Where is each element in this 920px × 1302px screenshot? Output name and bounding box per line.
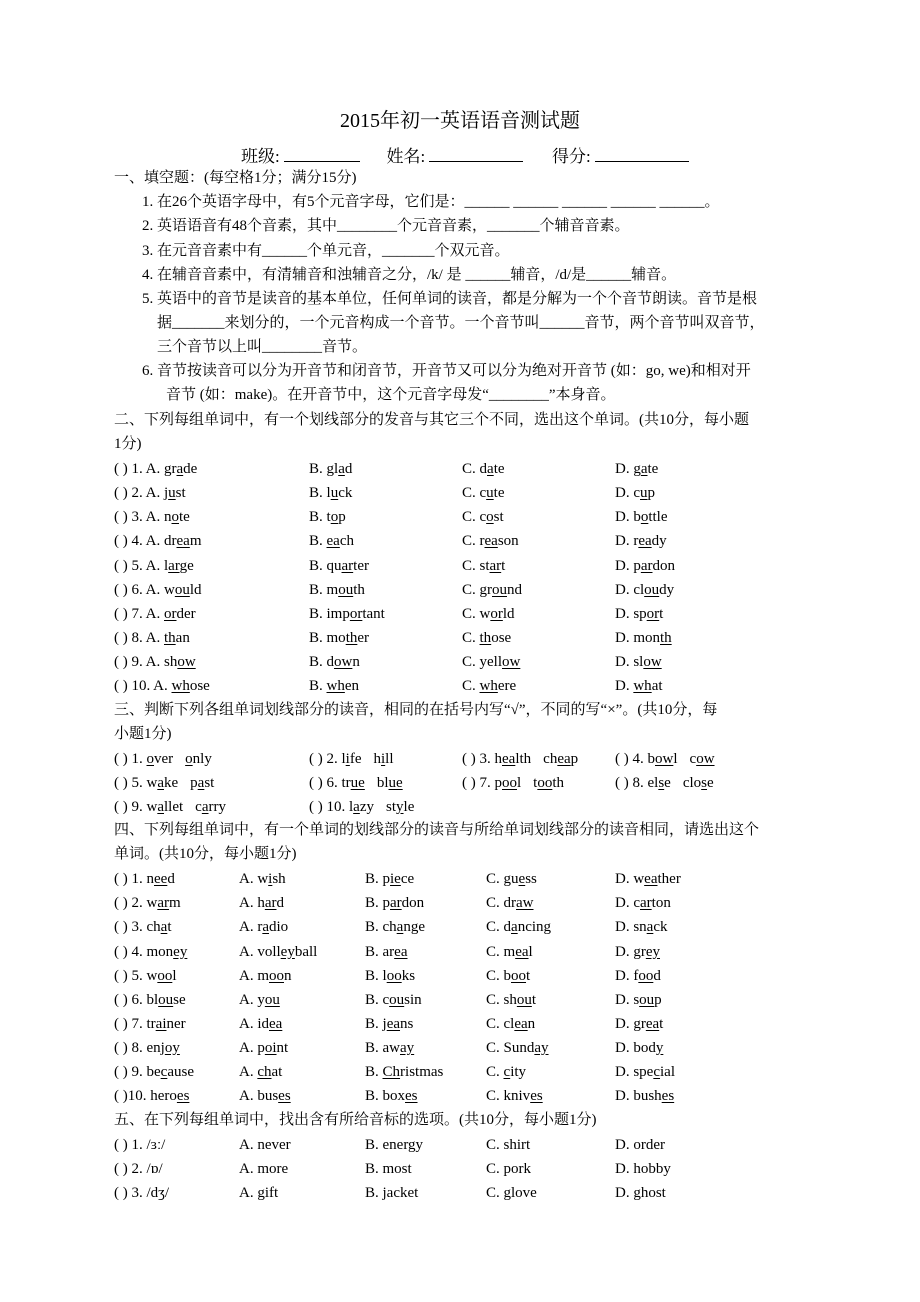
underlined-part: or [646,606,660,622]
underlined-part: ar [264,895,277,911]
underlined-part: ow [655,751,674,767]
option-d: D. grey [615,944,660,960]
word-2: style [386,799,415,815]
part2-heading-line1: 二、下列每组单词中，有一个划线部分的发音与其它三个不同，选出这个单词。(共10分，每小题 [114,412,749,428]
underlined-part: ow [502,654,521,670]
question-row [114,506,874,528]
option-c: C. date [462,461,505,477]
option-b: B. boxes [365,1088,418,1104]
option-c: C. Sunday [486,1040,549,1056]
option-b: B. piece [365,871,415,887]
underlined-part: a [157,799,164,815]
question-word: ( ) 6. blouse [114,992,186,1008]
option-a: A. wish [239,871,286,887]
student-info-line [241,142,689,167]
underlined-part: a [262,919,269,935]
underlined-part: a [201,799,209,815]
underlined-part: a [338,461,345,477]
part2-heading-line2: 1分) [114,436,142,452]
word-2: only [185,751,212,767]
option-d: D. special [615,1064,675,1080]
option-a: ( ) 9. A. show [114,654,196,670]
part1-q6-line1: 6. 音节按读音可以分为开音节和闭音节，开音节又可以分为绝对开音节 (如：go, we)和相对开 [142,363,751,379]
underlined-part: c [160,1064,168,1080]
option-c: C. city [486,1064,527,1080]
underlined-part: ea [386,1016,401,1032]
option-c: C. draw [486,895,534,911]
underlined-part: ea [515,944,529,960]
word-2: past [190,775,215,791]
question-phonetic: ( ) 3. /dʒ/ [114,1185,169,1201]
underlined-part: ay [534,1040,549,1056]
underlined-part: ou [492,582,507,598]
word-1: ( ) 2. life [309,751,362,767]
option-b: B. top [309,509,346,525]
underlined-part: ea [514,1016,528,1032]
option-d: D. what [615,678,663,694]
option-d: D. food [615,968,661,984]
underlined-part: oi [264,1040,277,1056]
option-d: D. snack [615,919,668,935]
part1-q4: 4. 在辅音音素中，有清辅音和浊辅音之分，/k/ 是 ______辅音，/d/是______辅音。 [142,267,677,283]
option-d: D. soup [615,992,662,1008]
option-a: A. more [239,1161,289,1177]
question-row [114,868,874,890]
option-d: D. cloudy [615,582,675,598]
judge-item [462,772,564,794]
option-a: ( ) 2. A. just [114,485,186,501]
judge-item [462,748,578,770]
judge-item [114,796,226,818]
name-label: 姓名: [386,147,426,166]
question-row [114,772,874,794]
underlined-part: ea [326,533,340,549]
underlined-part: ie [390,871,401,887]
option-b: B. Christmas [365,1064,444,1080]
option-c: C. pork [486,1161,531,1177]
underlined-part: oo [638,968,654,984]
underlined-part: or [164,606,177,622]
name-field[interactable] [429,145,523,162]
option-c: C. shout [486,992,537,1008]
underlined-part: wh [326,678,345,694]
option-b: B. jacket [365,1185,419,1201]
question-row [114,627,874,649]
word-2: cheap [543,751,579,767]
class-field[interactable] [284,145,360,162]
underlined-part: ou [516,992,532,1008]
word-2: carry [195,799,227,815]
underlined-part: ea [176,533,190,549]
underlined-part: ea [644,871,658,887]
option-b: B. most [365,1161,412,1177]
option-d: D. pardon [615,558,675,574]
option-c: C. dancing [486,919,552,935]
option-b: B. area [365,944,408,960]
judge-item [309,748,394,770]
question-row [114,579,874,601]
underlined-part: o [185,751,193,767]
option-a: ( ) 3. A. note [114,509,190,525]
underlined-part: ou [264,992,280,1008]
question-row [114,1134,874,1156]
underlined-part: ea [394,944,408,960]
underlined-part: ea [269,1016,283,1032]
underlined-part: th [479,630,492,646]
question-word: ( ) 3. chat [114,919,172,935]
word-2: blue [376,775,403,791]
option-c: C. glove [486,1185,537,1201]
underlined-part: o [330,509,339,525]
underlined-part: es [530,1088,543,1104]
question-row [114,603,874,625]
option-a: A. idea [239,1016,283,1032]
option-a: A. point [239,1040,289,1056]
option-a: A. moon [239,968,292,984]
underlined-part: o [640,509,649,525]
underlined-part: th [164,630,176,646]
underlined-part: ou [338,582,354,598]
underlined-part: a [157,775,164,791]
question-row [114,1013,874,1035]
underlined-part: u [486,485,494,501]
score-field[interactable] [595,145,689,162]
option-c: C. clean [486,1016,536,1032]
option-a: A. volleyball [239,944,318,960]
question-row [114,530,874,552]
question-row [114,458,874,480]
underlined-part: s [658,775,665,791]
option-c: C. reason [462,533,519,549]
option-c: C. guess [486,871,537,887]
question-word: ( ) 9. because [114,1064,194,1080]
underlined-part: a [176,461,184,477]
underlined-part: a [396,919,404,935]
underlined-part: ou [639,992,655,1008]
judge-item [309,772,403,794]
question-row [114,1037,874,1059]
underlined-part: oo [502,775,517,791]
judge-item [615,772,714,794]
question-phonetic: ( ) 1. /ɜː/ [114,1137,166,1153]
underlined-part: wh [171,678,190,694]
underlined-part: a [511,919,518,935]
underlined-part: es [661,1088,675,1104]
option-a: A. buses [239,1088,291,1104]
option-a: A. hard [239,895,284,911]
option-c: C. cost [462,509,504,525]
word-1: ( ) 8. else [615,775,671,791]
underlined-part: ue [388,775,403,791]
underlined-part: ar [390,895,402,911]
option-a: A. gift [239,1185,279,1201]
option-d: D. ghost [615,1185,666,1201]
option-d: D. bottle [615,509,668,525]
question-word: ( ) 8. enjoy [114,1040,180,1056]
underlined-part: th [660,630,672,646]
underlined-part: oo [511,968,527,984]
option-b: B. luck [309,485,353,501]
option-b: B. looks [365,968,416,984]
underlined-part: wh [479,678,498,694]
option-d: D. month [615,630,672,646]
part1-q1: 1. 在26个英语字母中，有5个元音字母，它们是：______ ______ ______ ______ ______。 [142,194,720,210]
option-a: ( ) 5. A. large [114,558,194,574]
option-a: ( ) 6. A. would [114,582,202,598]
option-a: ( ) 4. A. dream [114,533,202,549]
question-row [114,1061,874,1083]
option-b: B. when [309,678,360,694]
word-1: ( ) 4. bowl [615,751,678,767]
question-word: ( )10. heroes [114,1088,190,1104]
underlined-part: y [396,799,404,815]
underlined-part: ea [502,751,516,767]
option-d: D. carton [615,895,671,911]
underlined-part: or [490,606,503,622]
question-row [114,941,874,963]
option-d: D. sport [615,606,664,622]
option-a: ( ) 10. A. whose [114,678,210,694]
option-b: B. mother [309,630,370,646]
part1-heading: 一、填空题：(每空格1分；满分15分) [114,170,357,186]
option-d: D. slow [615,654,662,670]
question-row [114,796,874,818]
underlined-part: ay [400,1040,415,1056]
option-c: C. shirt [486,1137,531,1153]
underlined-part: ea [557,751,571,767]
underlined-part: ea [484,533,498,549]
question-row [114,989,874,1011]
question-row [114,748,874,770]
underlined-part: ow [696,751,715,767]
option-a: ( ) 7. A. order [114,606,196,622]
option-b: B. mouth [309,582,365,598]
option-b: B. each [309,533,355,549]
underlined-part: ar [640,558,653,574]
underlined-part: ar [640,895,652,911]
question-row [114,555,874,577]
underlined-part: oo [386,968,402,984]
option-c: C. cute [462,485,505,501]
word-1: ( ) 1. over [114,751,174,767]
word-1: ( ) 9. wallet [114,799,184,815]
question-row [114,482,874,504]
word-1: ( ) 3. health [462,751,532,767]
underlined-part: u [168,485,176,501]
underlined-part: oo [537,775,553,791]
question-row [114,892,874,914]
underlined-part: y [655,1040,664,1056]
underlined-part: th [345,630,358,646]
question-row [114,1182,874,1204]
page-title: 2015年初一英语语音测试题 [340,110,580,132]
word-2: cow [689,751,715,767]
option-c: C. boot [486,968,531,984]
underlined-part: ea [638,533,652,549]
part1-q2: 2. 英语语音有48个音素，其中________个元音音素，_______个辅音音素。 [142,218,630,234]
option-b: B. energy [365,1137,424,1153]
underlined-part: a [640,461,648,477]
underlined-part: or [349,606,363,622]
option-c: C. knives [486,1088,543,1104]
option-a: ( ) 8. A. than [114,630,190,646]
underlined-part: ar [489,558,502,574]
question-row [114,916,874,938]
option-d: D. weather [615,871,681,887]
underlined-part: ou [158,992,174,1008]
underlined-part: i [345,751,350,767]
underlined-part: o [146,751,154,767]
part1-q5-line3: 三个音节以上叫________音节。 [157,339,368,355]
option-b: B. pardon [365,895,425,911]
option-b: B. jeans [365,1016,414,1032]
underlined-part: i [381,751,386,767]
option-c: C. those [462,630,512,646]
option-b: B. away [365,1040,415,1056]
option-d: D. body [615,1040,664,1056]
underlined-part: aw [516,895,534,911]
underlined-part: ee [154,871,168,887]
option-b: B. down [309,654,360,670]
option-c: C. meal [486,944,533,960]
question-word: ( ) 7. trainer [114,1016,186,1032]
underlined-part: ou [174,582,190,598]
option-a: A. chat [239,1064,283,1080]
option-d: D. order [615,1137,665,1153]
question-word: ( ) 5. wool [114,968,177,984]
option-b: B. quarter [309,558,369,574]
underlined-part: ai [155,1016,167,1032]
option-c: C. start [462,558,506,574]
judge-item [114,772,214,794]
underlined-part: ue [350,775,365,791]
part1-q3: 3. 在元音音素中有______个单元音，_______个双元音。 [142,243,510,259]
underlined-part: ea [645,1016,660,1032]
underlined-part: wh [633,678,652,694]
score-label: 得分: [551,147,591,166]
part1-q5-line2: 据_______来划分的，一个元音构成一个音节。一个音节叫______音节，两个音节叫双音节， [157,315,765,331]
part5-heading: 五、在下列每组单词中，找出含有所给音标的选项。(共10分，每小题1分) [114,1112,597,1128]
question-word: ( ) 2. warm [114,895,181,911]
question-row [114,651,874,673]
judge-item [114,748,212,770]
underlined-part: es [405,1088,418,1104]
part3-heading-line2: 小题1分) [114,726,172,742]
underlined-part: ar [168,558,180,574]
underlined-part: ey [280,944,295,960]
underlined-part: o [486,509,494,525]
option-d: D. gate [615,461,659,477]
option-d: D. cup [615,485,655,501]
underlined-part: ow [643,654,662,670]
question-row [114,1158,874,1180]
word-2: close [682,775,714,791]
underlined-part: Ch [382,1064,401,1080]
underlined-part: ey [173,944,188,960]
option-d: D. great [615,1016,664,1032]
underlined-part: a [160,919,168,935]
option-a: A. radio [239,919,289,935]
option-b: B. glad [309,461,353,477]
question-word: ( ) 4. money [114,944,188,960]
word-1: ( ) 7. pool [462,775,522,791]
question-word: ( ) 1. need [114,871,175,887]
part1-q6-line2: 音节 (如：make)。在开音节中，这个元音字母发“________”本身音。 [166,387,616,403]
option-b: B. important [309,606,385,622]
option-d: D. hobby [615,1161,671,1177]
question-phonetic: ( ) 2. /ɒ/ [114,1161,163,1177]
underlined-part: oy [164,1040,180,1056]
underlined-part: oo [269,968,284,984]
underlined-part: c [503,1064,511,1080]
underlined-part: ou [389,992,405,1008]
underlined-part: oo [157,968,173,984]
option-b: B. change [365,919,426,935]
part3-heading-line1: 三、判断下列各组单词划线部分的读音，相同的在括号内写“√”，不同的写“×”。(共10分，每 [114,702,718,718]
word-2: tooth [533,775,565,791]
underlined-part: u [640,485,648,501]
question-row [114,675,874,697]
option-b: B. cousin [365,992,422,1008]
underlined-part: ou [644,582,660,598]
underlined-part: ar [157,895,169,911]
underlined-part: a [487,461,494,477]
underlined-part: ey [645,944,660,960]
option-c: C. yellow [462,654,521,670]
option-a: A. never [239,1137,291,1153]
underlined-part: i [268,871,273,887]
judge-item [615,748,715,770]
underlined-part: ow [334,654,353,670]
option-d: D. bushes [615,1088,675,1104]
underlined-part: u [330,485,339,501]
underlined-part: a [646,919,654,935]
option-c: C. world [462,606,515,622]
option-a: ( ) 1. A. grade [114,461,198,477]
option-c: C. ground [462,582,522,598]
class-label: 班级: [241,147,280,166]
underlined-part: s [701,775,708,791]
question-row [114,965,874,987]
part4-heading-line1: 四、下列每组单词中，有一个单词的划线部分的读音与所给单词划线部分的读音相同，请选出这个 [114,822,760,838]
underlined-part: e [518,871,526,887]
underlined-part: es [176,1088,190,1104]
part1-q5-line1: 5. 英语中的音节是读音的基本单位，任何单词的读音，都是分解为一个个音节朗读。音节是根 [142,291,758,307]
underlined-part: es [278,1088,291,1104]
question-row [114,1085,874,1107]
option-c: C. where [462,678,517,694]
word-2: hill [373,751,394,767]
word-1: ( ) 10. lazy [309,799,375,815]
underlined-part: ow [177,654,196,670]
option-a: A. you [239,992,280,1008]
word-1: ( ) 6. true [309,775,365,791]
underlined-part: c [653,1064,660,1080]
underlined-part: a [197,775,205,791]
underlined-part: ch [257,1064,272,1080]
word-1: ( ) 5. wake [114,775,179,791]
judge-item [309,796,414,818]
underlined-part: o [171,509,179,525]
underlined-part: a [353,799,360,815]
option-d: D. ready [615,533,667,549]
part4-heading-line2: 单词。(共10分，每小题1分) [114,846,297,862]
underlined-part: ar [341,558,354,574]
